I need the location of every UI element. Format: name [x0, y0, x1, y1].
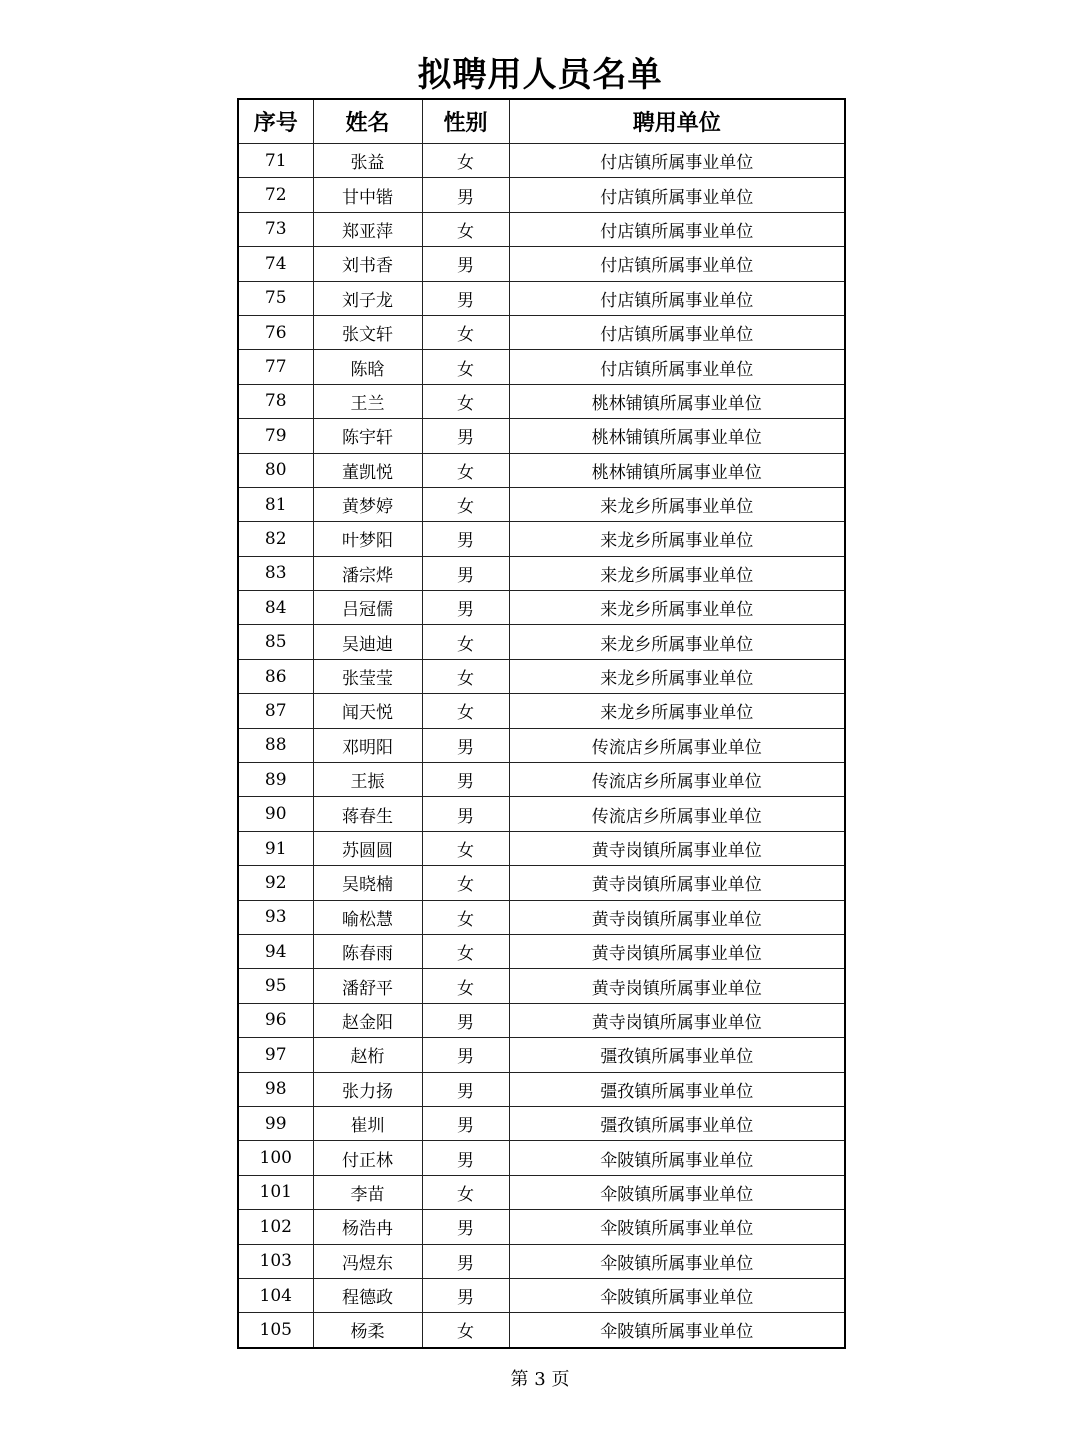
gender-cell: 女	[422, 900, 509, 934]
name-cell: 崔圳	[313, 1106, 422, 1140]
serial-number-cell: 97	[238, 1038, 313, 1072]
table-header	[238, 99, 845, 144]
gender-cell: 男	[422, 247, 509, 281]
table-row	[238, 694, 845, 728]
table-row	[238, 384, 845, 418]
table-row	[238, 728, 845, 762]
gender-cell: 男	[422, 1038, 509, 1072]
table-row	[238, 1106, 845, 1140]
serial-number-cell: 91	[238, 831, 313, 865]
serial-number-cell: 79	[238, 419, 313, 453]
employer-cell: 付店镇所属事业单位	[509, 315, 845, 349]
table-row	[238, 315, 845, 349]
table-row	[238, 659, 845, 693]
table-body	[238, 144, 845, 1348]
gender-cell: 男	[422, 419, 509, 453]
gender-cell: 女	[422, 453, 509, 487]
name-cell: 闻天悦	[313, 694, 422, 728]
gender-cell: 男	[422, 1106, 509, 1140]
table-row	[238, 178, 845, 212]
gender-cell: 女	[422, 969, 509, 1003]
serial-number-cell: 94	[238, 934, 313, 968]
name-cell: 喻松慧	[313, 900, 422, 934]
hiring-roster-table	[237, 98, 846, 1349]
gender-cell: 男	[422, 1141, 509, 1175]
table-row	[238, 453, 845, 487]
serial-number-cell: 71	[238, 144, 313, 178]
employer-cell: 来龙乡所属事业单位	[509, 625, 845, 659]
name-cell: 王兰	[313, 384, 422, 418]
serial-number-cell: 74	[238, 247, 313, 281]
serial-number-cell: 76	[238, 315, 313, 349]
employer-cell: 传流店乡所属事业单位	[509, 728, 845, 762]
header-gender: 性别	[422, 99, 509, 144]
table-row	[238, 797, 845, 831]
serial-number-cell: 80	[238, 453, 313, 487]
serial-number-cell: 73	[238, 212, 313, 246]
gender-cell: 女	[422, 831, 509, 865]
serial-number-cell: 96	[238, 1003, 313, 1037]
name-cell: 刘书香	[313, 247, 422, 281]
gender-cell: 女	[422, 350, 509, 384]
gender-cell: 男	[422, 281, 509, 315]
serial-number-cell: 102	[238, 1210, 313, 1244]
employer-cell: 付店镇所属事业单位	[509, 281, 845, 315]
header-employer: 聘用单位	[509, 99, 845, 144]
table-row	[238, 1003, 845, 1037]
serial-number-cell: 92	[238, 866, 313, 900]
table-row	[238, 144, 845, 178]
table-row	[238, 1175, 845, 1209]
name-cell: 赵桁	[313, 1038, 422, 1072]
serial-number-cell: 98	[238, 1072, 313, 1106]
gender-cell: 男	[422, 1210, 509, 1244]
table-row	[238, 281, 845, 315]
gender-cell: 男	[422, 728, 509, 762]
employer-cell: 传流店乡所属事业单位	[509, 797, 845, 831]
serial-number-cell: 89	[238, 763, 313, 797]
serial-number-cell: 78	[238, 384, 313, 418]
name-cell: 李苗	[313, 1175, 422, 1209]
name-cell: 吴晓楠	[313, 866, 422, 900]
name-cell: 叶梦阳	[313, 522, 422, 556]
gender-cell: 女	[422, 934, 509, 968]
employer-cell: 桃林铺镇所属事业单位	[509, 419, 845, 453]
employer-cell: 来龙乡所属事业单位	[509, 522, 845, 556]
header-serial-number: 序号	[238, 99, 313, 144]
employer-cell: 伞陂镇所属事业单位	[509, 1313, 845, 1348]
page-title: 拟聘用人员名单	[417, 55, 663, 95]
employer-cell: 黄寺岗镇所属事业单位	[509, 934, 845, 968]
gender-cell: 女	[422, 694, 509, 728]
employer-cell: 伞陂镇所属事业单位	[509, 1278, 845, 1312]
name-cell: 潘舒平	[313, 969, 422, 1003]
serial-number-cell: 77	[238, 350, 313, 384]
employer-cell: 付店镇所属事业单位	[509, 212, 845, 246]
serial-number-cell: 99	[238, 1106, 313, 1140]
employer-cell: 桃林铺镇所属事业单位	[509, 453, 845, 487]
gender-cell: 男	[422, 556, 509, 590]
name-cell: 吴迪迪	[313, 625, 422, 659]
name-cell: 张力扬	[313, 1072, 422, 1106]
serial-number-cell: 75	[238, 281, 313, 315]
serial-number-cell: 88	[238, 728, 313, 762]
table-row	[238, 1141, 845, 1175]
name-cell: 潘宗烨	[313, 556, 422, 590]
employer-cell: 伞陂镇所属事业单位	[509, 1175, 845, 1209]
serial-number-cell: 81	[238, 487, 313, 521]
serial-number-cell: 72	[238, 178, 313, 212]
employer-cell: 黄寺岗镇所属事业单位	[509, 866, 845, 900]
name-cell: 苏圆圆	[313, 831, 422, 865]
name-cell: 黄梦婷	[313, 487, 422, 521]
employer-cell: 来龙乡所属事业单位	[509, 659, 845, 693]
table-row	[238, 522, 845, 556]
table-row	[238, 591, 845, 625]
name-cell: 张文轩	[313, 315, 422, 349]
gender-cell: 男	[422, 1244, 509, 1278]
table-row	[238, 1278, 845, 1312]
serial-number-cell: 86	[238, 659, 313, 693]
gender-cell: 女	[422, 1175, 509, 1209]
name-cell: 邓明阳	[313, 728, 422, 762]
table-row	[238, 934, 845, 968]
serial-number-cell: 84	[238, 591, 313, 625]
employer-cell: 付店镇所属事业单位	[509, 178, 845, 212]
employer-cell: 付店镇所属事业单位	[509, 247, 845, 281]
table-row	[238, 1072, 845, 1106]
serial-number-cell: 103	[238, 1244, 313, 1278]
employer-cell: 黄寺岗镇所属事业单位	[509, 1003, 845, 1037]
name-cell: 张益	[313, 144, 422, 178]
gender-cell: 男	[422, 1278, 509, 1312]
name-cell: 陈晗	[313, 350, 422, 384]
serial-number-cell: 82	[238, 522, 313, 556]
name-cell: 蒋春生	[313, 797, 422, 831]
serial-number-cell: 100	[238, 1141, 313, 1175]
table-row	[238, 969, 845, 1003]
name-cell: 冯煜东	[313, 1244, 422, 1278]
employer-cell: 黄寺岗镇所属事业单位	[509, 831, 845, 865]
serial-number-cell: 83	[238, 556, 313, 590]
gender-cell: 女	[422, 625, 509, 659]
gender-cell: 男	[422, 522, 509, 556]
gender-cell: 女	[422, 659, 509, 693]
employer-cell: 付店镇所属事业单位	[509, 350, 845, 384]
serial-number-cell: 101	[238, 1175, 313, 1209]
header-name: 姓名	[313, 99, 422, 144]
employer-cell: 来龙乡所属事业单位	[509, 591, 845, 625]
employer-cell: 黄寺岗镇所属事业单位	[509, 969, 845, 1003]
gender-cell: 女	[422, 487, 509, 521]
table-row	[238, 763, 845, 797]
table-row	[238, 247, 845, 281]
table-row	[238, 625, 845, 659]
name-cell: 付正林	[313, 1141, 422, 1175]
table-row	[238, 1038, 845, 1072]
serial-number-cell: 90	[238, 797, 313, 831]
gender-cell: 男	[422, 178, 509, 212]
employer-cell: 来龙乡所属事业单位	[509, 487, 845, 521]
table-row	[238, 350, 845, 384]
employer-cell: 伞陂镇所属事业单位	[509, 1210, 845, 1244]
gender-cell: 男	[422, 591, 509, 625]
name-cell: 杨柔	[313, 1313, 422, 1348]
employer-cell: 彊孜镇所属事业单位	[509, 1072, 845, 1106]
name-cell: 刘子龙	[313, 281, 422, 315]
gender-cell: 男	[422, 1072, 509, 1106]
employer-cell: 黄寺岗镇所属事业单位	[509, 900, 845, 934]
header-row	[238, 99, 845, 144]
table-row	[238, 1244, 845, 1278]
serial-number-cell: 85	[238, 625, 313, 659]
serial-number-cell: 93	[238, 900, 313, 934]
gender-cell: 女	[422, 144, 509, 178]
table-row	[238, 1313, 845, 1348]
gender-cell: 女	[422, 866, 509, 900]
page-number: 第 3 页	[510, 1369, 570, 1390]
employer-cell: 桃林铺镇所属事业单位	[509, 384, 845, 418]
employer-cell: 伞陂镇所属事业单位	[509, 1244, 845, 1278]
name-cell: 王振	[313, 763, 422, 797]
employer-cell: 传流店乡所属事业单位	[509, 763, 845, 797]
gender-cell: 男	[422, 797, 509, 831]
serial-number-cell: 87	[238, 694, 313, 728]
name-cell: 陈春雨	[313, 934, 422, 968]
serial-number-cell: 105	[238, 1313, 313, 1348]
name-cell: 陈宇轩	[313, 419, 422, 453]
table-row	[238, 900, 845, 934]
name-cell: 杨浩冉	[313, 1210, 422, 1244]
gender-cell: 女	[422, 384, 509, 418]
employer-cell: 彊孜镇所属事业单位	[509, 1038, 845, 1072]
gender-cell: 女	[422, 1313, 509, 1348]
name-cell: 郑亚萍	[313, 212, 422, 246]
employer-cell: 伞陂镇所属事业单位	[509, 1141, 845, 1175]
gender-cell: 女	[422, 315, 509, 349]
name-cell: 吕冠儒	[313, 591, 422, 625]
serial-number-cell: 95	[238, 969, 313, 1003]
employer-cell: 付店镇所属事业单位	[509, 144, 845, 178]
table-row	[238, 1210, 845, 1244]
name-cell: 甘中锴	[313, 178, 422, 212]
gender-cell: 男	[422, 763, 509, 797]
gender-cell: 女	[422, 212, 509, 246]
table-row	[238, 831, 845, 865]
name-cell: 赵金阳	[313, 1003, 422, 1037]
serial-number-cell: 104	[238, 1278, 313, 1312]
name-cell: 董凯悦	[313, 453, 422, 487]
employer-cell: 来龙乡所属事业单位	[509, 694, 845, 728]
table-row	[238, 487, 845, 521]
name-cell: 张莹莹	[313, 659, 422, 693]
gender-cell: 男	[422, 1003, 509, 1037]
table-row	[238, 866, 845, 900]
employer-cell: 彊孜镇所属事业单位	[509, 1106, 845, 1140]
table-row	[238, 419, 845, 453]
name-cell: 程德政	[313, 1278, 422, 1312]
table-row	[238, 556, 845, 590]
employer-cell: 来龙乡所属事业单位	[509, 556, 845, 590]
table-row	[238, 212, 845, 246]
